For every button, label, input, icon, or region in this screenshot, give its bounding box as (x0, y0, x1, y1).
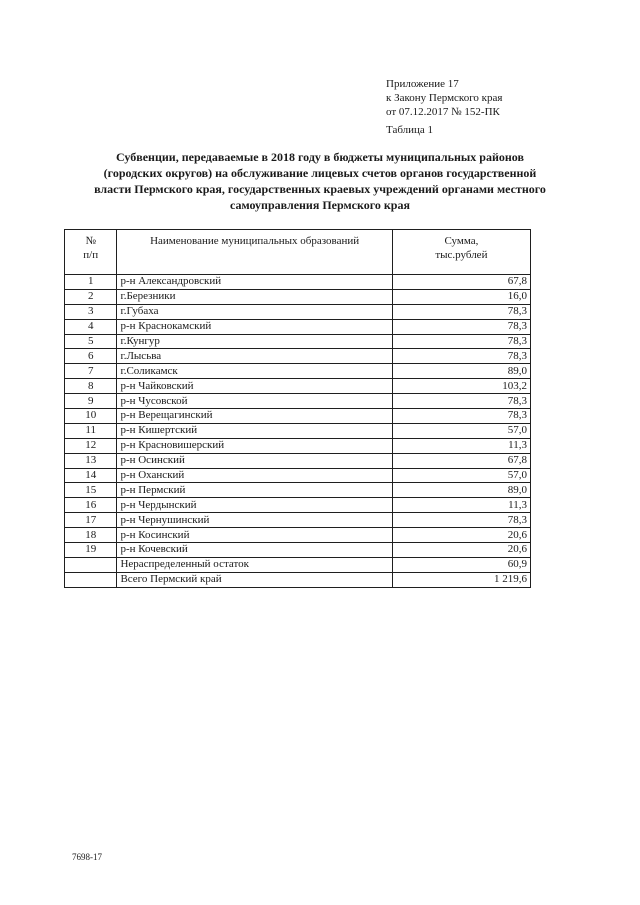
table-row (65, 498, 531, 513)
table-body (65, 275, 531, 588)
title-line: Субвенции, передаваемые в 2018 году в бюджеты муниципальных районов (116, 150, 524, 164)
header-name: Наименование муниципальных образований (117, 230, 392, 275)
subvention-amount: 103,2 (392, 379, 530, 394)
subvention-amount: 89,0 (392, 364, 530, 379)
municipality-name: р-н Краснокамский (117, 319, 392, 334)
subvention-amount: 89,0 (392, 483, 530, 498)
municipality-name: Всего Пермский край (117, 572, 392, 587)
law-date-line: от 07.12.2017 № 152-ПК (386, 106, 500, 118)
row-number: 12 (65, 438, 117, 453)
subvention-amount: 78,3 (392, 409, 530, 424)
table-row (65, 364, 531, 379)
appendix-line: Приложение 17 (386, 78, 459, 90)
title-line: самоуправления Пермского края (230, 198, 410, 212)
row-number (65, 557, 117, 572)
table-row (65, 349, 531, 364)
subvention-amount: 67,8 (392, 453, 530, 468)
table-row (65, 289, 531, 304)
row-number: 6 (65, 349, 117, 364)
table-header (65, 230, 531, 275)
subvention-amount: 78,3 (392, 513, 530, 528)
table-label: Таблица 1 (386, 124, 434, 136)
municipality-name: г.Лысьва (117, 349, 392, 364)
table-row (65, 543, 531, 558)
table-row (65, 334, 531, 349)
municipality-name: р-н Александровский (117, 275, 392, 290)
subvention-amount: 60,9 (392, 557, 530, 572)
table-row (65, 423, 531, 438)
header-sum (392, 230, 530, 275)
subvention-amount: 20,6 (392, 528, 530, 543)
row-number: 1 (65, 275, 117, 290)
municipality-name: г.Кунгур (117, 334, 392, 349)
subvention-amount: 78,3 (392, 334, 530, 349)
header-sum-line1: Сумма, (444, 235, 479, 247)
law-line: к Закону Пермского края (386, 92, 503, 104)
title-line: (городских округов) на обслуживание лицевых счетов органов государственной (103, 166, 537, 180)
subvention-amount: 57,0 (392, 468, 530, 483)
row-number: 7 (65, 364, 117, 379)
header-row (65, 230, 531, 275)
row-number: 5 (65, 334, 117, 349)
municipality-name: Нераспределенный остаток (117, 557, 392, 572)
row-number: 10 (65, 409, 117, 424)
table-row (65, 557, 531, 572)
municipality-name: р-н Чернушинский (117, 513, 392, 528)
table-row (65, 275, 531, 290)
table-row (65, 528, 531, 543)
header-num (65, 230, 117, 275)
subvention-amount: 11,3 (392, 438, 530, 453)
document-title (60, 149, 580, 213)
municipality-name: р-н Осинский (117, 453, 392, 468)
row-number: 17 (65, 513, 117, 528)
appendix-reference (386, 77, 502, 119)
municipality-name: р-н Чайковский (117, 379, 392, 394)
subvention-amount: 78,3 (392, 394, 530, 409)
row-number: 18 (65, 528, 117, 543)
subvention-amount: 78,3 (392, 304, 530, 319)
header-num-line1: № (85, 235, 96, 247)
row-number: 16 (65, 498, 117, 513)
subvention-amount: 1 219,6 (392, 572, 530, 587)
subvention-amount: 78,3 (392, 319, 530, 334)
municipality-name: р-н Кишертский (117, 423, 392, 438)
subvention-amount: 78,3 (392, 349, 530, 364)
municipality-name: р-н Кочевский (117, 543, 392, 558)
table-row (65, 483, 531, 498)
row-number: 19 (65, 543, 117, 558)
table-row (65, 319, 531, 334)
table-row (65, 394, 531, 409)
table-row (65, 513, 531, 528)
municipality-name: р-н Косинский (117, 528, 392, 543)
table-row (65, 572, 531, 587)
municipality-name: р-н Чусовской (117, 394, 392, 409)
document-code: 7698-17 (72, 852, 102, 862)
municipality-name: р-н Верещагинский (117, 409, 392, 424)
table-row (65, 304, 531, 319)
table-row (65, 409, 531, 424)
row-number: 11 (65, 423, 117, 438)
row-number: 15 (65, 483, 117, 498)
table-row (65, 453, 531, 468)
header-num-line2: п/п (83, 249, 99, 261)
municipality-name: р-н Чердынский (117, 498, 392, 513)
municipality-name: р-н Оханский (117, 468, 392, 483)
row-number: 2 (65, 289, 117, 304)
municipality-name: г.Березники (117, 289, 392, 304)
subvention-amount: 16,0 (392, 289, 530, 304)
municipality-name: г.Губаха (117, 304, 392, 319)
subvention-amount: 20,6 (392, 543, 530, 558)
title-line: власти Пермского края, государственных краевых учреждений органами местного (94, 182, 546, 196)
row-number: 13 (65, 453, 117, 468)
row-number: 3 (65, 304, 117, 319)
row-number: 14 (65, 468, 117, 483)
table-row (65, 438, 531, 453)
municipality-name: г.Соликамск (117, 364, 392, 379)
subvention-amount: 67,8 (392, 275, 530, 290)
row-number: 8 (65, 379, 117, 394)
header-sum-line2: тыс.рублей (435, 249, 488, 261)
table-row (65, 379, 531, 394)
municipality-name: р-н Красновишерский (117, 438, 392, 453)
row-number (65, 572, 117, 587)
subvention-amount: 11,3 (392, 498, 530, 513)
subvention-table (64, 229, 531, 588)
row-number: 4 (65, 319, 117, 334)
table-row (65, 468, 531, 483)
row-number: 9 (65, 394, 117, 409)
municipality-name: р-н Пермский (117, 483, 392, 498)
subvention-amount: 57,0 (392, 423, 530, 438)
